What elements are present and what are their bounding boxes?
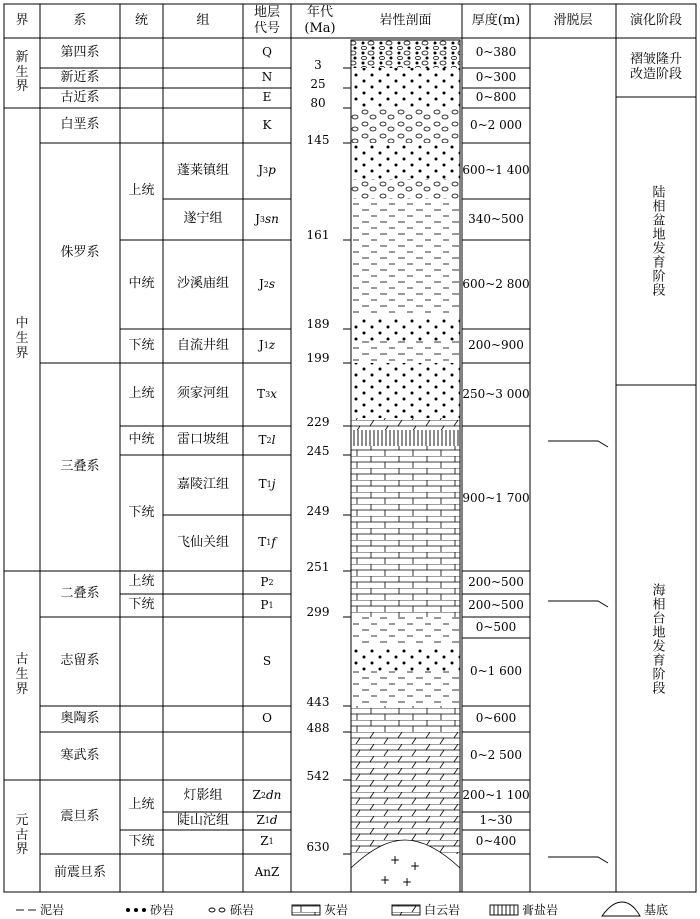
age-label: 443 xyxy=(306,695,330,709)
stratum-code: P 1 xyxy=(260,597,274,612)
lithology-column xyxy=(351,40,460,892)
header-era: 界 xyxy=(15,13,29,29)
stratum-code: J 1 z xyxy=(258,338,276,353)
formation-xujiahe: 须家河组 xyxy=(176,386,229,402)
stratum-code: T 3 x xyxy=(257,386,277,401)
formation-dengying: 灯影组 xyxy=(183,787,223,803)
series-j-middle: 中统 xyxy=(128,276,155,292)
thickness-value: 200~1 100 xyxy=(462,788,530,803)
thickness-value: 600~1 400 xyxy=(462,163,530,178)
age-label: 251 xyxy=(306,560,330,574)
age-label: 299 xyxy=(306,605,330,619)
thickness-value: 250~3 000 xyxy=(462,386,530,401)
header-code: 地层代号 xyxy=(253,5,280,36)
era-paleozoic: 古生界 xyxy=(15,652,29,697)
svg-text:+: + xyxy=(402,875,413,889)
stratum-code: Z 1 xyxy=(260,834,274,849)
formation-ziliujing: 自流井组 xyxy=(176,337,229,353)
legend-mudstone: 泥岩 xyxy=(40,903,65,917)
series-t-upper: 上统 xyxy=(128,386,155,402)
stratum-code: E xyxy=(262,90,272,105)
stratum-code: Q xyxy=(262,45,272,60)
system-silurian: 志留系 xyxy=(60,653,100,669)
stage-marine-platform: 海相台地发育阶段 xyxy=(649,582,665,695)
age-label: 145 xyxy=(306,133,330,147)
svg-text:+: + xyxy=(380,873,391,887)
header-age xyxy=(291,4,349,38)
system-permian: 二叠系 xyxy=(60,585,100,601)
age-label: 161 xyxy=(306,228,330,242)
svg-text:+: + xyxy=(410,859,421,873)
formation-jialingjiang: 嘉陵江组 xyxy=(176,476,229,492)
age-label: 199 xyxy=(306,351,330,365)
thickness-value: 0~300 xyxy=(475,70,517,85)
thickness-value: 1~30 xyxy=(479,813,513,828)
stratum-code: N xyxy=(261,70,273,85)
thickness-value: 0~400 xyxy=(475,834,517,849)
stratum-code: J 3 sn xyxy=(255,211,279,226)
thickness-value: 340~500 xyxy=(468,211,524,226)
stratum-code: T 2 l xyxy=(258,432,276,447)
series-t-middle: 中统 xyxy=(128,432,155,448)
system-jurassic: 侏罗系 xyxy=(60,244,100,260)
age-ticks xyxy=(343,68,351,854)
system-presinian: 前震旦系 xyxy=(53,864,106,880)
legend-limestone: 灰岩 xyxy=(324,903,349,917)
age-label: 249 xyxy=(306,504,330,518)
stratum-code: P 2 xyxy=(260,574,274,589)
header-age-label: 年代 xyxy=(306,5,333,21)
formation-feixianguan: 飞仙关组 xyxy=(176,534,229,550)
thickness-value: 0~600 xyxy=(475,711,517,726)
stratum-code: Z 1 d xyxy=(256,813,278,828)
thickness-value: 0~2 000 xyxy=(469,117,523,132)
age-label: 488 xyxy=(306,721,330,735)
stratum-code: O xyxy=(262,711,272,726)
thickness-value: 200~500 xyxy=(468,574,524,589)
era-cenozoic: 新生界 xyxy=(15,49,29,95)
legend-evaporite: 膏盐岩 xyxy=(522,903,559,917)
header-system: 系 xyxy=(73,13,87,29)
system-cretaceous: 白垩系 xyxy=(60,117,100,133)
series-t-lower: 下统 xyxy=(128,504,155,520)
header-formation: 组 xyxy=(196,13,210,29)
header-evolution: 演化阶段 xyxy=(629,13,682,29)
stratum-code: J 2 s xyxy=(258,276,276,291)
thickness-value: 0~500 xyxy=(475,619,517,634)
system-ordovician: 奥陶系 xyxy=(60,710,100,726)
header-age-unit: (Ma) xyxy=(304,21,336,36)
legend-dolomite: 白云岩 xyxy=(424,903,461,917)
stratum-code: Z 2 dn xyxy=(252,788,282,803)
stratum-code: K xyxy=(262,117,272,132)
formation-penglaizhen: 蓬莱镇组 xyxy=(176,162,229,178)
stratum-code: AnZ xyxy=(254,865,280,880)
age-label: 630 xyxy=(306,840,330,854)
series-p-lower: 下统 xyxy=(128,597,155,613)
thickness-value: 0~800 xyxy=(475,90,517,105)
age-label: 229 xyxy=(306,415,330,429)
formation-leikoupo: 雷口坡组 xyxy=(176,432,229,448)
age-label: 80 xyxy=(310,96,326,110)
header-series: 统 xyxy=(134,13,148,29)
header-detach: 滑脱层 xyxy=(553,13,593,29)
series-z-lower: 下统 xyxy=(128,833,155,849)
thickness-value: 900~1 700 xyxy=(462,490,530,505)
series-z-upper: 上统 xyxy=(128,796,155,812)
header-litho: 岩性剖面 xyxy=(379,13,432,29)
system-quaternary: 第四系 xyxy=(60,44,100,60)
stratum-code: T 1 j xyxy=(258,477,276,492)
age-label: 189 xyxy=(306,317,330,331)
system-cambrian: 寒武系 xyxy=(60,747,100,763)
series-p-upper: 上统 xyxy=(128,574,155,590)
thickness-value: 200~500 xyxy=(468,597,524,612)
thickness-value: 600~2 800 xyxy=(462,276,530,291)
series-j-lower: 下统 xyxy=(128,337,155,353)
system-paleogene: 古近系 xyxy=(60,89,100,105)
stratum-code: S xyxy=(262,653,272,668)
legend-sandstone: 砂岩 xyxy=(150,903,175,917)
age-label: 245 xyxy=(306,444,330,458)
formation-doushantuo: 陡山沱组 xyxy=(176,812,229,828)
thickness-value: 0~1 600 xyxy=(469,664,523,679)
formation-shaximiao: 沙溪庙组 xyxy=(176,276,229,292)
thickness-value: 0~2 500 xyxy=(469,748,523,763)
series-j-upper: 上统 xyxy=(128,183,155,199)
formation-suining: 遂宁组 xyxy=(183,211,223,227)
system-sinian: 震旦系 xyxy=(60,808,100,824)
era-proterozoic: 元古界 xyxy=(15,812,29,858)
system-triassic: 三叠系 xyxy=(60,458,100,474)
age-label: 542 xyxy=(306,769,330,783)
age-label: 3 xyxy=(314,58,322,72)
detachment-markers xyxy=(548,441,608,863)
thickness-value: 200~900 xyxy=(468,338,524,353)
stratum-code: J 3 p xyxy=(258,163,276,178)
stage-continental-basin: 陆相盆地发育阶段 xyxy=(649,185,665,297)
legend-basement: 基底 xyxy=(644,903,669,917)
header-thickness: 厚度(m) xyxy=(471,13,521,29)
stratum-code: T 1 f xyxy=(258,535,276,550)
legend-conglomerate: 砾岩 xyxy=(230,903,255,917)
era-mesozoic: 中生界 xyxy=(15,316,29,361)
stage-folding-uplift: 褶皱隆升改造阶段 xyxy=(629,51,682,82)
svg-text:+: + xyxy=(390,853,401,867)
age-label: 25 xyxy=(310,77,326,91)
system-neogene: 新近系 xyxy=(60,69,100,85)
thickness-value: 0~380 xyxy=(475,45,517,60)
